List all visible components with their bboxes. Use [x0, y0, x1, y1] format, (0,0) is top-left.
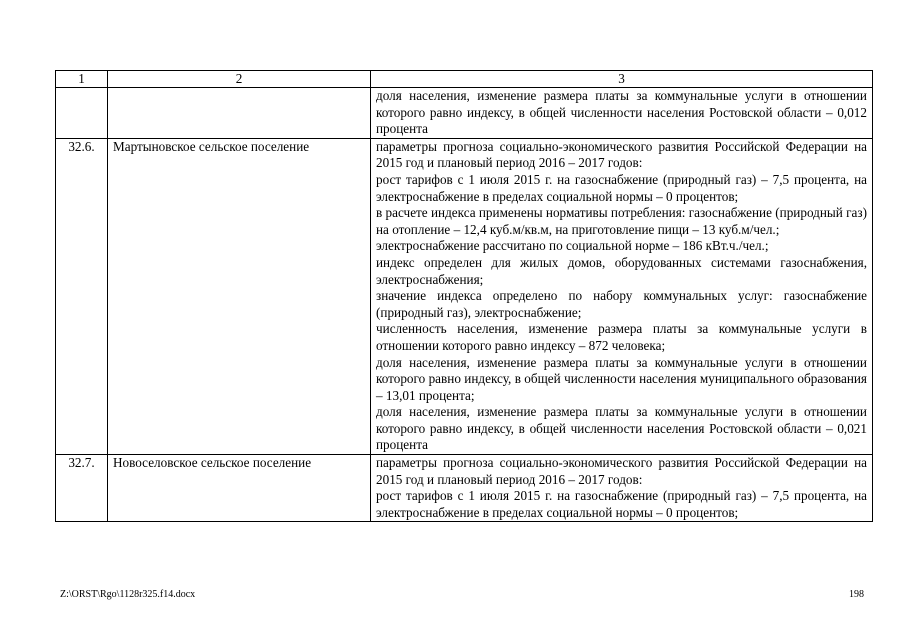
parameter-paragraph: значение индекса определено по набору коммунальных услуг: газоснабжение (природный газ), электроснабжение;: [376, 288, 867, 320]
table-header-row: [56, 71, 873, 88]
parameter-paragraph: рост тарифов с 1 июля 2015 г. на газоснабжение (природный газ) – 7,5 процента, на электроснабжение в пределах социальной нормы – 0 процентов;: [376, 171, 867, 204]
parameter-paragraph: в расчете индекса применены нормативы потребления: газоснабжение (природный газ) на отопление – 12,4 куб.м/кв.м, на приготовление пищи – 13 куб.м/чел.;: [376, 205, 868, 237]
row-number-cell: 32.6.: [56, 138, 108, 454]
parameter-paragraph: электроснабжение рассчитано по социальной норме – 186 кВт.ч./чел.;: [376, 238, 769, 254]
footer-page-number: 198: [849, 589, 864, 600]
table-row: [56, 88, 873, 139]
row-number-cell: 32.7.: [56, 455, 108, 522]
parameter-paragraph: индекс определен для жилых домов, оборудованных системами газоснабжения, электроснабжения;: [376, 254, 867, 287]
row-number-cell: [56, 88, 108, 139]
parameter-paragraph: доля населения, изменение размера платы за коммунальные услуги в отношении которого равно индексу, в общей численности населения Ростовской области – 0,021 процента: [376, 404, 867, 453]
settlement-name-cell: [108, 88, 371, 139]
tariff-table: [55, 70, 873, 522]
table-row: [56, 455, 873, 522]
parameter-paragraph: численность населения, изменение размера платы за коммунальные услуги в отношении которого равно индексу – 872 человека;: [376, 321, 867, 353]
column-header-3: 3: [371, 71, 873, 88]
parameter-paragraph: доля населения, изменение размера платы за коммунальные услуги в отношении которого равно индексу, в общей численности населения муниципального образования – 13,01 процента;: [376, 354, 867, 403]
parameter-paragraph: параметры прогноза социально-экономического развития Российской Федерации на 2015 год и плановый период 2016 – 2017 годов:: [376, 138, 867, 171]
parameter-paragraph: рост тарифов с 1 июля 2015 г. на газоснабжение (природный газ) – 7,5 процента, на электроснабжение в пределах социальной нормы – 0 процентов;: [376, 488, 867, 520]
column-header-2: 2: [108, 71, 371, 88]
footer-file-path: Z:\ORST\Rgo\1128r325.f14.docx: [60, 589, 196, 600]
settlement-name-cell: Мартыновское сельское поселение: [108, 138, 371, 454]
parameter-paragraph: параметры прогноза социально-экономического развития Российской Федерации на 2015 год и плановый период 2016 – 2017 годов:: [376, 455, 867, 487]
settlement-name-cell: Новоселовское сельское поселение: [108, 455, 371, 522]
parameters-cell: [371, 88, 873, 139]
table-row: [56, 138, 873, 454]
parameter-paragraph: доля населения, изменение размера платы за коммунальные услуги в отношении которого равно индексу, в общей численности населения Ростовской области – 0,012 процента: [376, 88, 867, 137]
parameters-cell: [371, 455, 873, 522]
column-header-1: 1: [56, 71, 108, 88]
parameters-cell: [371, 138, 873, 454]
